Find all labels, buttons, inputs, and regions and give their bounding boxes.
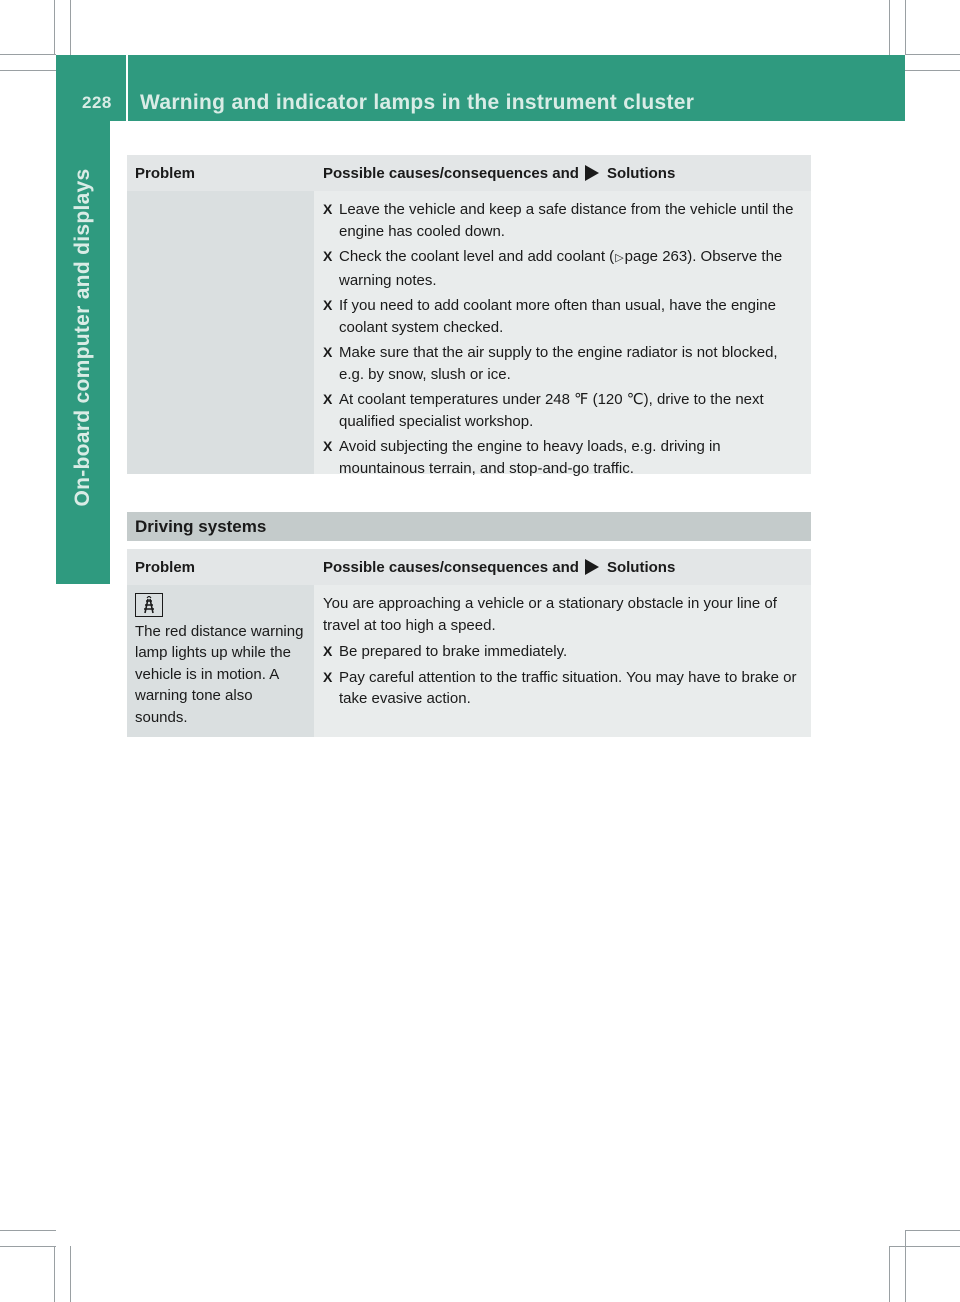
page-number: 228 — [82, 93, 112, 112]
step-marker-icon: X — [323, 438, 333, 454]
crop-mark — [70, 1246, 71, 1302]
crop-mark — [0, 54, 56, 55]
step-text: Leave the vehicle and keep a safe distance from the vehicle until the engine has cooled down. — [339, 201, 794, 240]
step-item — [323, 389, 805, 432]
crop-mark — [889, 1246, 960, 1247]
crop-mark — [889, 0, 890, 55]
header-solutions — [314, 165, 811, 182]
header-solutions-suffix: Solutions — [606, 164, 676, 182]
step-marker-icon: X — [323, 297, 333, 313]
crop-mark — [70, 0, 71, 55]
table-header — [127, 549, 811, 585]
crop-mark — [0, 1230, 56, 1231]
table-header — [127, 155, 811, 191]
step-item — [323, 246, 805, 291]
crop-mark — [0, 70, 56, 71]
crop-mark — [889, 1246, 890, 1302]
page-title: Warning and indicator lamps in the instrument cluster — [140, 91, 695, 114]
crop-mark — [905, 70, 960, 71]
crop-mark — [54, 1246, 55, 1302]
step-marker-icon: X — [323, 668, 333, 685]
step-text: Make sure that the air supply to the engine radiator is not blocked, e.g. by snow, slush or ice. — [339, 344, 778, 383]
chapter-label-wrapper — [56, 121, 110, 584]
step-text: If you need to add coolant more often than usual, have the engine coolant system checked. — [339, 297, 776, 336]
step-text: At coolant temperatures under 248 ℉ (120 ℃), drive to the next qualified specialist workshop. — [339, 391, 764, 430]
step-item — [323, 295, 805, 338]
solutions-cell — [314, 191, 811, 477]
step-text: Be prepared to brake immediately. — [339, 643, 568, 660]
distance-warning-symbol — [139, 596, 159, 614]
chapter-side-tab — [56, 121, 110, 584]
problem-cell — [127, 191, 314, 474]
table-row — [127, 585, 811, 737]
problem-description: The red distance warning lamp lights up while the vehicle is in motion. A warning tone also sounds. — [135, 622, 304, 726]
section-heading — [127, 512, 811, 541]
page-reference-link[interactable]: page 263). Observe the warning notes. — [339, 248, 783, 289]
crop-mark — [0, 1246, 56, 1247]
step-marker-icon: X — [323, 248, 333, 264]
step-text: Check the coolant level and add coolant ( — [339, 248, 615, 265]
crop-mark — [905, 1230, 960, 1231]
crop-mark — [905, 54, 960, 55]
table-row — [127, 191, 811, 477]
solutions-cell — [314, 585, 811, 737]
header-solutions — [314, 559, 811, 576]
play-arrow-icon — [585, 165, 599, 181]
step-text: Pay careful attention to the traffic situation. You may have to brake or take evasive action. — [339, 668, 797, 707]
header-problem: Problem — [135, 164, 196, 182]
header-solutions-prefix: Possible causes/consequences and — [323, 558, 579, 576]
coolant-table — [127, 155, 811, 477]
crop-mark — [54, 0, 55, 55]
step-text: Avoid subjecting the engine to heavy loads, e.g. driving in mountainous terrain, and stop-and-go traffic. — [339, 438, 721, 477]
header-solutions-suffix: Solutions — [606, 558, 676, 576]
cause-text: You are approaching a vehicle or a stationary obstacle in your line of travel at too high a speed. — [323, 595, 777, 634]
step-item — [323, 436, 805, 479]
chapter-label: On-board computer and displays — [71, 168, 94, 507]
header-divider — [126, 55, 128, 121]
step-marker-icon: X — [323, 201, 333, 217]
crop-mark — [905, 0, 906, 55]
header-solutions-prefix: Possible causes/consequences and — [323, 164, 579, 182]
distance-warning-lamp-icon — [135, 593, 163, 617]
page-reference-icon: ▷ — [615, 252, 624, 264]
header-problem: Problem — [135, 558, 196, 576]
step-item — [323, 667, 805, 710]
step-marker-icon: X — [323, 643, 333, 659]
step-item — [323, 342, 805, 385]
crop-mark — [905, 1230, 906, 1302]
problem-cell — [127, 585, 314, 737]
play-arrow-icon — [585, 559, 599, 575]
step-marker-icon: X — [323, 344, 333, 360]
step-marker-icon: X — [323, 391, 333, 407]
step-item — [323, 641, 805, 663]
driving-systems-table — [127, 549, 811, 737]
section-title: Driving systems — [135, 516, 267, 536]
step-item — [323, 199, 805, 242]
